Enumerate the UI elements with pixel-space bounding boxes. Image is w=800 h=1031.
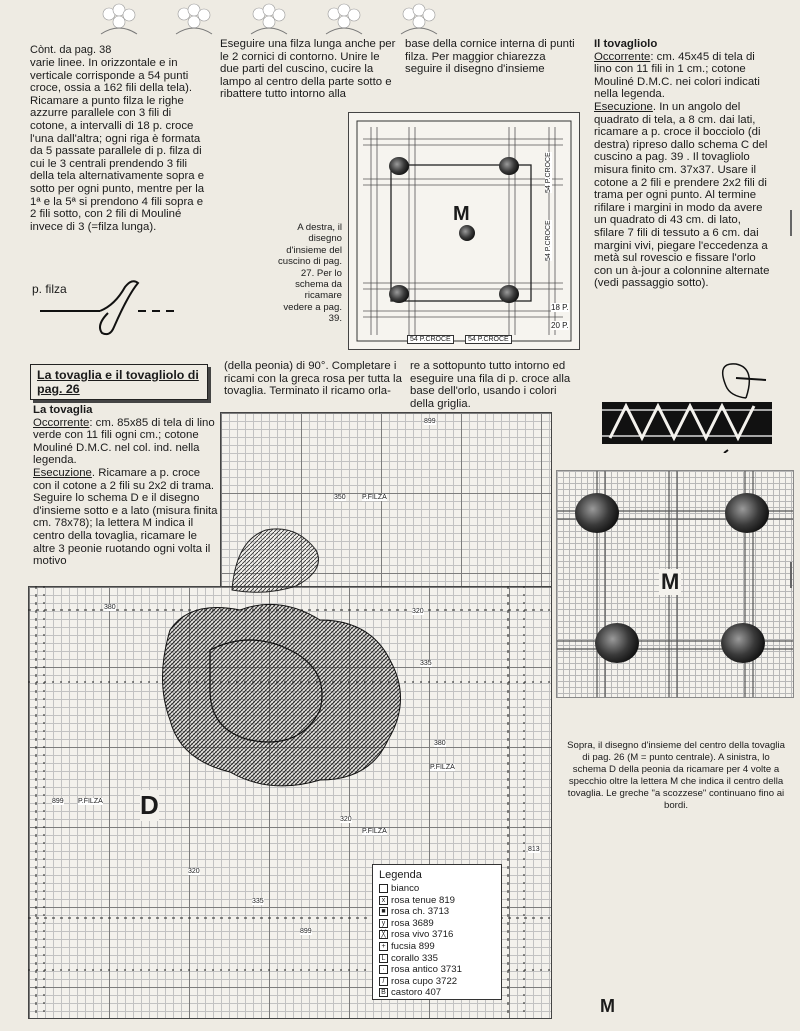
legend-items	[379, 883, 495, 999]
table-flower-icon	[721, 623, 765, 663]
cushion-flower-icon	[499, 157, 519, 175]
chart-label: P.FILZA	[362, 494, 387, 501]
legend-title: Legenda	[379, 869, 422, 881]
tovagliolo-exec-text: . In un angolo del quadrato di tela, a 8 cm. dai lati, ricamare a p. croce il bocciolo (di destra) ripreso dallo schema C del cuscino a pag. 39 . Il tovagliolo misura finito cm. 37x37. Usare il cotone a 2 fili e prendere 2x2 fili di trama per ogni punto. Al termine rifilare i margini in modo da avere un quadrato di 43 cm. di lato, sfilare 7 fili di tessuto a 6 cm. dai margini vivi, piegare l'eccedenza a metà sul rovescio e fissare l'orlo con un à-jour a colonnine alternate (vedi passaggio sotto).	[594, 100, 770, 290]
binder-mark	[790, 210, 798, 236]
tovaglia-box-title: La tovaglia e il tovagliolo di pag. 26	[37, 368, 199, 396]
chart-letter-m: M	[600, 996, 615, 1016]
legend-item	[379, 976, 495, 988]
legend-label: rosa tenue 819	[391, 894, 456, 906]
flower-ornament-icon	[395, 2, 443, 36]
chart-label: 899	[424, 418, 436, 425]
table-flower-icon	[725, 493, 769, 533]
cushion-caption: A destra, il disegno d'insieme del cuscino di pag. 27. Per lo schema da ricamare vedere a pag. 39.	[278, 222, 342, 325]
tovaglia-occ-text: : cm. 85x85 di tela di lino verde con 11 fili ogni cm.; cotone Mouliné D.M.C. nel col. ind. nella legenda.	[33, 416, 215, 467]
table-center-diagram	[556, 470, 794, 698]
tovagliolo-exec-label: Esecuzione	[594, 100, 653, 113]
peony-motif	[150, 590, 420, 800]
legend-item	[379, 918, 495, 930]
legend-swatch: x	[379, 896, 388, 905]
col2-body: Eseguire una filza lunga anche per le 2 cornici di contorno. Unire le due parti del cuscino, cucire la lampo al centro della parte sotto e ribattere tutto intorno alla	[220, 38, 396, 101]
legend-swatch: y	[379, 919, 388, 928]
cushion-flower-icon	[389, 157, 409, 175]
col3-body: base della cornice interna di punti filza. Per maggior chiarezza seguire il disegno d'insieme	[405, 38, 575, 76]
chart-label: 380	[104, 604, 116, 611]
legend-swatch: /	[379, 977, 388, 986]
cushion-diagram	[348, 112, 580, 350]
legend-label: fucsia 899	[391, 940, 435, 952]
table-flower-icon	[595, 623, 639, 663]
legend-swatch: +	[379, 942, 388, 951]
legend-item	[379, 953, 495, 965]
chart-label: 335	[252, 898, 264, 905]
tovaglia-section-box	[30, 364, 208, 400]
cushion-label-20: 20 P.	[551, 321, 569, 330]
legend-label: rosa vivo 3716	[391, 929, 454, 941]
cushion-center-letter: M	[453, 203, 470, 225]
legend-label: castoro 407	[391, 987, 442, 999]
filza-stitch-diagram	[30, 275, 180, 345]
tovagliolo-title: Il tovagliolo	[594, 38, 658, 50]
table-center-letter: M	[661, 569, 680, 594]
leaf-motif	[226, 520, 336, 596]
hemstitch-diagram	[596, 358, 776, 453]
chart-label: 813	[528, 846, 540, 853]
tovagliolo-text	[594, 38, 774, 290]
flower-ornament-icon	[245, 2, 293, 36]
tovaglia-title: La tovaglia	[33, 404, 93, 416]
binder-mark	[790, 562, 798, 588]
col1-heading: Cònt. da pag. 38	[30, 44, 112, 56]
stitch-label: p. filza	[32, 282, 67, 296]
chart-label: 350	[334, 494, 346, 501]
legend-item	[379, 883, 495, 895]
legend-label: rosa 3689	[391, 917, 434, 929]
legend-label: rosa ch. 3713	[391, 906, 450, 918]
legend-label: corallo 335	[391, 952, 438, 964]
cushion-side-54-b: 54 P.CROCE	[545, 220, 552, 261]
legend-swatch: B	[379, 988, 388, 997]
chart-label: 320	[188, 868, 200, 875]
chart-label: P.FILZA	[430, 764, 455, 771]
cushion-flower-icon	[389, 285, 409, 303]
chart-letter-d: D	[140, 790, 159, 820]
legend-item	[379, 964, 495, 976]
flower-ornament-icon	[95, 2, 143, 36]
mid-col2-body: re a sottopunto tutto intorno ed eseguire una fila di p. croce alla base dell'orlo, usando i colori della griglia.	[410, 360, 571, 410]
chart-label: P.FILZA	[78, 798, 103, 805]
cushion-label-54-a: 54 P.CROCE	[407, 335, 454, 344]
cushion-label-54-b: 54 P.CROCE	[465, 335, 512, 344]
chart-label: 320	[340, 816, 352, 823]
cushion-flower-icon	[459, 225, 475, 241]
legend-swatch: ·	[379, 965, 388, 974]
legend-item	[379, 906, 495, 918]
legend-item	[379, 941, 495, 953]
col1-body: varie linee. In orizzontale e in verticale corrisponde a 54 punti croce, ossia a 162 fili della tela). Ricamare a punto filza le righe azzurre parallele con 3 fili di cotone, a intervalli di 18 p. croce l'una dall'altra; ogni riga è formata da 5 passate parallele di p. filza di cui le 3 centrali prendendo 3 fili della tela alternativamente sopra e sotto per ogni punto, mentre per la 1ª e la 5ª si prendono 4 fili sopra e 2 fili sotto, con 2 fili di Mouliné invece di 3 (=filza lunga).	[30, 57, 205, 233]
legend-swatch: L	[379, 954, 388, 963]
cushion-label-18: 18 P.	[551, 303, 569, 312]
legend-item	[379, 929, 495, 941]
legend-item	[379, 987, 495, 999]
legend-label: rosa cupo 3722	[391, 975, 458, 987]
legend-item	[379, 895, 495, 907]
chart-label: 380	[434, 740, 446, 747]
chart-label: 335	[420, 660, 432, 667]
tovaglia-exec-label: Esecuzione	[33, 466, 92, 479]
chart-label: 899	[300, 928, 312, 935]
legend-swatch	[379, 884, 388, 893]
mid-col1-body: (della peonia) di 90°. Completare i ricami con la greca rosa per tutta la tovaglia. Terminato il ricamo orla-	[224, 360, 402, 398]
cushion-flower-icon	[499, 285, 519, 303]
table-flower-icon	[575, 493, 619, 533]
legend-label: bianco	[391, 883, 420, 894]
tovaglia-occ-label: Occorrente	[33, 416, 90, 429]
flower-ornament-icon	[170, 2, 218, 36]
tovaglia-exec-text: . Ricamare a p. croce con il cotone a 2 fili su 2x2 di trama. Seguire lo schema D e il disegno d'insieme sotto e a lato (misura finita cm. 78x78); la lettera M indica il centro della tovaglia, ricamare le altre 3 peonie ruotando ogni volta il motivo	[33, 466, 218, 568]
flower-ornament-icon	[320, 2, 368, 36]
tovagliolo-occ-label: Occorrente	[594, 50, 651, 63]
legend-swatch: ■	[379, 907, 388, 916]
legend-swatch: ╳	[379, 930, 388, 939]
cushion-side-54-a: 54 P.CROCE	[545, 152, 552, 193]
legend-label: rosa antico 3731	[391, 964, 462, 976]
chart-label: 320	[412, 608, 424, 615]
table-caption: Sopra, il disegno d'insieme del centro della tovaglia di pag. 26 (M = punto centrale). A sinistra, lo schema D della peonia da ricamare per 4 volte a specchio oltre la lettera M che indica il centro della tovaglia. Le greche "a scozzese" continuano fino ai bordi.	[567, 740, 785, 811]
tovaglia-text	[33, 404, 219, 568]
chart-label: 899	[52, 798, 64, 805]
tovagliolo-occ-text: : cm. 45x45 di tela di lino con 11 fili in 1 cm.; cotone Mouliné D.M.C. nei colori indicati nella legenda.	[594, 50, 760, 101]
legend-box	[372, 864, 502, 1000]
chart-label: P.FILZA	[362, 828, 387, 835]
top-flower-border	[95, 0, 455, 38]
